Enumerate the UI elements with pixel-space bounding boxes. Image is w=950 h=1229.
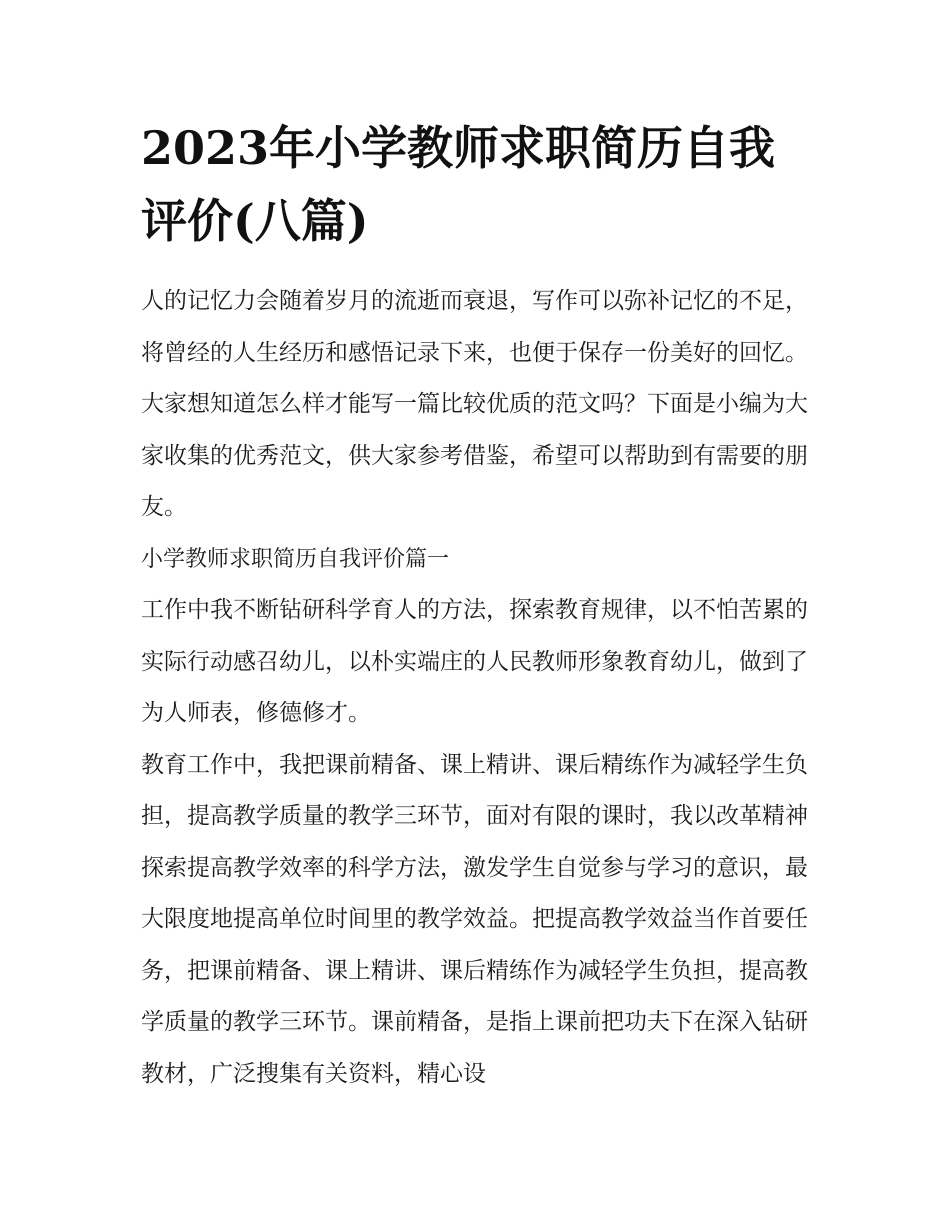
document-body — [141, 276, 813, 1100]
body-paragraph: 教育工作中，我把课前精备、课上精讲、课后精练作为减轻学生负担，提高教学质量的教学三环节，面对有限的课时，我以改革精神探索提高教学效率的科学方法，激发学生自觉参与学习的意识，最大限度地提高单位时间里的教学效益。把提高教学效益当作首要任务，把课前精备、课上精讲、课后精练作为减轻学生负担，提高教学质量的教学三环节。课前精备，是指上课前把功夫下在深入钻研教材，广泛搜集有关资料，精心设 — [141, 751, 808, 1087]
body-paragraph: 工作中我不断钻研科学育人的方法，探索教育规律，以不怕苦累的实际行动感召幼儿，以朴实端庄的人民教师形象教育幼儿，做到了为人师表，修德修才。 — [141, 597, 808, 726]
section-heading: 小学教师求职简历自我评价篇一 — [141, 546, 450, 572]
document-title: 2023年小学教师求职简历自我评价(八篇) — [141, 121, 776, 248]
intro-paragraph: 人的记忆力会随着岁月的流逝而衰退，写作可以弥补记忆的不足，将曾经的人生经历和感悟记录下来，也便于保存一份美好的回忆。大家想知道怎么样才能写一篇比较优质的范文吗？下面是小编为大家收集的优秀范文，供大家参考借鉴，希望可以帮助到有需要的朋友。 — [141, 288, 808, 520]
document-content — [141, 112, 813, 1100]
